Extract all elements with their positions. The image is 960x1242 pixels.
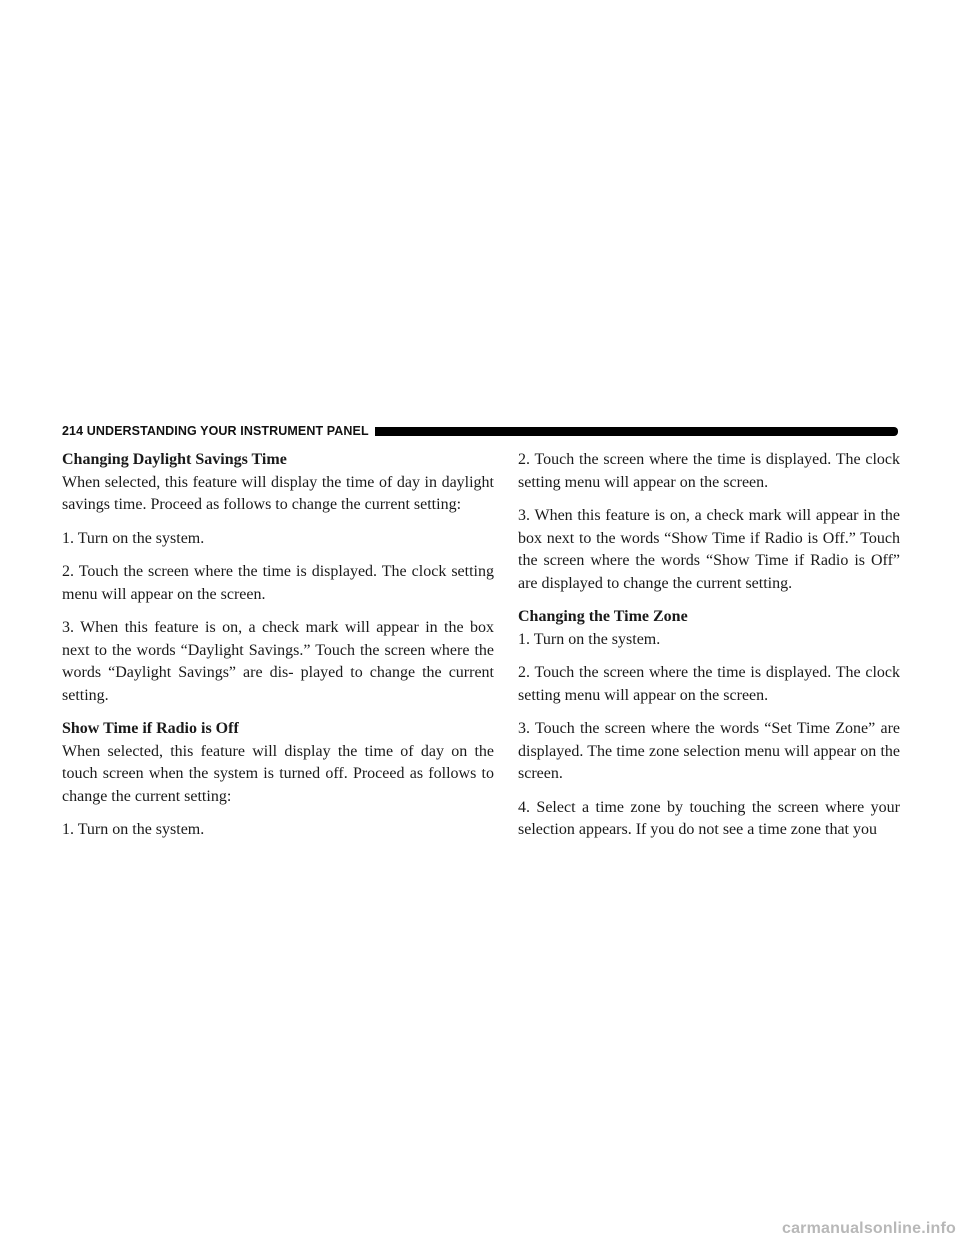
section-heading-time-zone: Changing the Time Zone: [518, 608, 688, 625]
paragraph-timezone-step1: 1. Turn on the system.: [518, 630, 661, 648]
paragraph-timezone-step2: 2. Touch the screen where the time is displayed. The clock setting menu will appear on the screen.: [518, 664, 900, 704]
paragraph-daylight-step1: 1. Turn on the system.: [62, 529, 205, 547]
section-heading-show-time: Show Time if Radio is Off: [62, 720, 239, 737]
paragraph-daylight-intro: When selected, this feature will display the time of day in daylight savings time. Proceed as follows to change the current setting:: [62, 473, 494, 513]
paragraph-daylight-step2: 2. Touch the screen where the time is displayed. The clock setting menu will appear on the screen.: [62, 563, 494, 603]
header-rule: [375, 427, 898, 436]
paragraph-showtime-intro: When selected, this feature will display the time of day on the touch screen when the system is turned off. Proceed as follows to change the current setting:: [62, 742, 494, 805]
section-heading-daylight-savings: Changing Daylight Savings Time: [62, 451, 287, 468]
paragraph-showtime-step2: 2. Touch the screen where the time is displayed. The clock setting menu will appear on the screen.: [518, 451, 900, 491]
paragraph-showtime-step3: 3. When this feature is on, a check mark will appear in the box next to the words “Show Time if Radio is Off.” Touch the screen where the words “Show Time if Radio is Off” are displayed to change the current setting.: [518, 507, 900, 592]
paragraph-showtime-step1: 1. Turn on the system.: [62, 821, 205, 838]
left-column: [62, 449, 494, 853]
paragraph-daylight-step3: 3. When this feature is on, a check mark will appear in the box next to the words “Daylight Savings.” Touch the screen where the words “Daylight Savings” are dis- played to change the current setting.: [62, 619, 494, 704]
right-column: [518, 449, 900, 853]
page-header: [62, 423, 898, 439]
paragraph-timezone-step4: 4. Select a time zone by touching the screen where your selection appears. If you do not see a time zone that you: [518, 798, 900, 838]
paragraph-timezone-step3: 3. Touch the screen where the words “Set Time Zone” are displayed. The time zone selection menu will appear on the screen.: [518, 720, 900, 782]
watermark: carmanualsonline.info: [781, 1220, 956, 1237]
page-header-title: 214 UNDERSTANDING YOUR INSTRUMENT PANEL: [62, 424, 369, 438]
